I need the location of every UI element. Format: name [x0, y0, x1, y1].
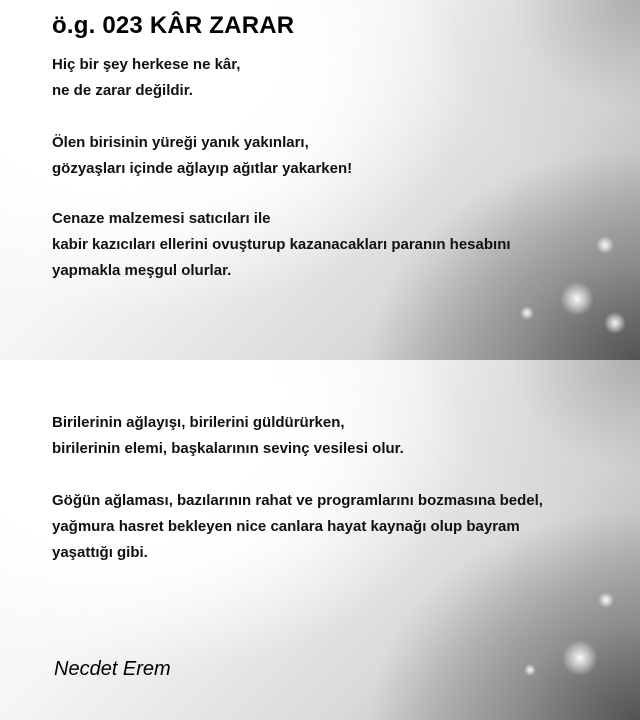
poem-line: Hiç bir şey herkese ne kâr,: [52, 56, 241, 73]
poem-line: yağmura hasret bekleyen nice canlara hayat kaynağı olup bayram: [52, 518, 520, 535]
sparkle-decoration: [562, 640, 598, 676]
stanza: [52, 410, 404, 462]
sparkle-decoration: [596, 236, 614, 254]
poem-line: Cenaze malzemesi satıcıları ile: [52, 210, 271, 227]
stanza: [52, 488, 543, 566]
sparkle-decoration: [560, 282, 594, 316]
sparkle-decoration: [524, 664, 536, 676]
sparkle-decoration: [520, 306, 534, 320]
stanza: [52, 52, 240, 104]
poem-line: Göğün ağlaması, bazılarının rahat ve programlarını bozmasına bedel,: [52, 492, 543, 509]
poem-line: yaşattığı gibi.: [52, 544, 148, 561]
poem-line: ne de zarar değildir.: [52, 82, 193, 99]
poem-line: kabir kazıcıları ellerini ovuşturup kazanacakları paranın hesabını: [52, 236, 511, 253]
poem-panel-bottom: [0, 360, 640, 720]
poem-line: Ölen birisinin yüreği yanık yakınları,: [52, 134, 309, 151]
sparkle-decoration: [604, 312, 626, 334]
stanza: [52, 206, 511, 284]
stanza: [52, 130, 352, 182]
author-signature: Necdet Erem: [54, 658, 171, 680]
poem-line: yapmakla meşgul olurlar.: [52, 262, 232, 279]
poem-line: Birilerinin ağlayışı, birilerini güldürürken,: [52, 414, 345, 431]
poem-title: ö.g. 023 KÂR ZARAR: [52, 12, 295, 39]
poem-line: birilerinin elemi, başkalarının sevinç vesilesi olur.: [52, 440, 404, 457]
poem-line: gözyaşları içinde ağlayıp ağıtlar yakarken!: [52, 160, 353, 177]
sparkle-decoration: [598, 592, 614, 608]
